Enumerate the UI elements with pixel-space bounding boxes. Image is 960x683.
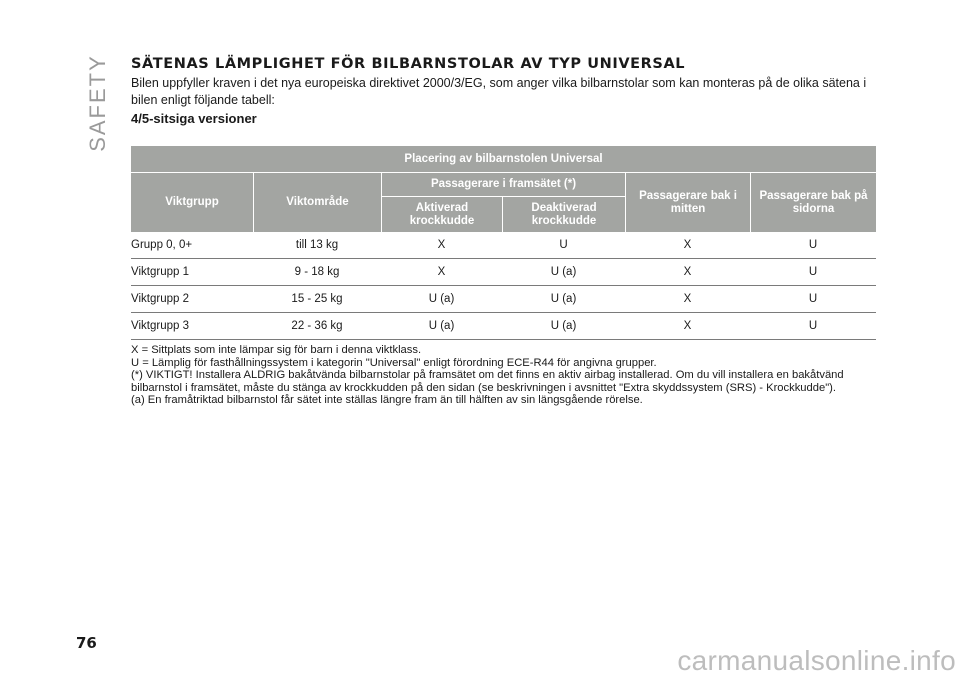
table-header-airbag-inactive: Deaktiverad krockkudde <box>502 197 625 232</box>
table-cell: X <box>381 232 502 259</box>
table-row <box>131 286 876 313</box>
table-header-weight-range: Viktområde <box>253 173 381 232</box>
table-cell: U <box>502 232 625 259</box>
table-row <box>131 259 876 286</box>
table-cell: X <box>625 232 750 259</box>
table-cell: U (a) <box>502 313 625 340</box>
table-header-placement: Placering av bilbarnstolen Universal <box>131 146 876 173</box>
page-number: 76 <box>76 634 97 652</box>
section-side-label <box>78 54 118 152</box>
footnote-x: X = Sittplats som inte lämpar sig för barn i denna viktklass. <box>131 344 422 356</box>
table-footnotes <box>131 344 876 407</box>
table-cell: till 13 kg <box>253 232 381 259</box>
table-row <box>131 313 876 340</box>
page-content <box>131 56 876 407</box>
table-cell: U (a) <box>381 313 502 340</box>
footnote-a: (a) En framåtriktad bilbarnstol får sätet inte ställas längre fram än till hälften av sin längsgående rörelse. <box>131 394 643 406</box>
table-cell: U <box>750 313 876 340</box>
table-cell: U <box>750 232 876 259</box>
table-cell: X <box>381 259 502 286</box>
table-cell: 15 - 25 kg <box>253 286 381 313</box>
table-header-airbag-active: Aktiverad krockkudde <box>381 197 502 232</box>
watermark: carmanualsonline.info <box>677 645 956 676</box>
table-cell: U (a) <box>502 259 625 286</box>
section-subtitle: 4/5-sitsiga versioner <box>131 111 257 126</box>
table-header-rear-side: Passagerare bak på sidorna <box>750 173 876 232</box>
table-cell: Viktgrupp 3 <box>131 313 253 340</box>
page-title: SÄTENAS LÄMPLIGHET FÖR BILBARNSTOLAR AV TYP UNIVERSAL <box>131 56 686 72</box>
footnote-u: U = Lämplig för fasthållningssystem i kategorin "Universal" enligt förordning ECE-R44 för angivna grupper. <box>131 356 657 369</box>
table-cell: 22 - 36 kg <box>253 313 381 340</box>
table-cell: Grupp 0, 0+ <box>131 232 253 259</box>
table-cell: Viktgrupp 1 <box>131 259 253 286</box>
table-cell: U <box>750 286 876 313</box>
table-cell: X <box>625 259 750 286</box>
table-cell: U <box>750 259 876 286</box>
table-cell: U (a) <box>381 286 502 313</box>
table-cell: Viktgrupp 2 <box>131 286 253 313</box>
footnote-important: (*) VIKTIGT! Installera ALDRIG bakåtvända bilbarnstolar på framsätet om det finns en aktiv airbag installerad. Om du vill installera en bakåtvänd bilbarnstol i framsätet, måste du stänga av krockkudden på den sidan (se beskrivningen i avsnittet "Extra skyddssystem (SRS) - Krockkudde"). <box>131 369 844 394</box>
intro-paragraph: Bilen uppfyller kraven i det nya europeiska direktivet 2000/3/EG, som anger vilka bilbarnstolar som kan monteras på de olika sätena i bilen enligt följande tabell: <box>131 76 867 107</box>
table-header-weight-group: Viktgrupp <box>131 173 253 232</box>
table-header-rear-middle: Passagerare bak i mitten <box>625 173 750 232</box>
table-header-front-passenger: Passagerare i framsätet (*) <box>381 173 625 197</box>
table-row <box>131 232 876 259</box>
section-side-label-text: SAFETY <box>85 54 110 152</box>
table-cell: U (a) <box>502 286 625 313</box>
table-cell: 9 - 18 kg <box>253 259 381 286</box>
table-cell: X <box>625 286 750 313</box>
table-cell: X <box>625 313 750 340</box>
child-seat-table <box>131 146 876 340</box>
